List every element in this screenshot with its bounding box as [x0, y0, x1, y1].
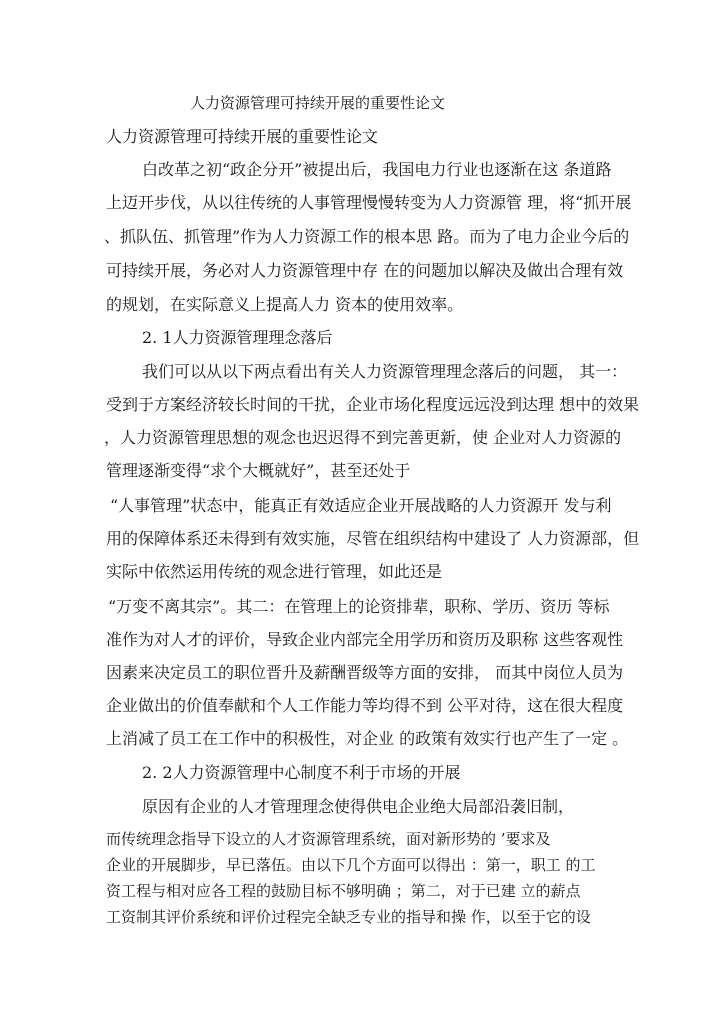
paragraph-line: 资工程与相对应各工程的鼓励目标不够明确 ；第二，对于已建 立的薪点 [106, 882, 581, 900]
paragraph-line: 工资制其评价系统和评价过程完全缺乏专业的指导和操 作，以至于它的设 [106, 908, 591, 926]
paragraph-line: 企业做出的价值奉献和个人工作能力等均得不到 公平对待，这在很大程度 [106, 696, 624, 715]
paragraph-line: “人事管理”状态中，能真正有效适应企业开展战略的人力资源开 发与利 [110, 496, 612, 515]
paragraph-line: 原因有企业的人才管理理念使得供电企业绝大局部沿袭旧制， [142, 797, 575, 816]
paragraph-line: 管理逐渐变得“求个大概就好”，甚至还处于 [106, 461, 411, 480]
section-heading: 2. 1人力资源管理理念落后 [142, 328, 333, 347]
document-subtitle: 人力资源管理可持续开展的重要性论文 [106, 127, 379, 146]
section-heading: 2. 2人力资源管理中心制度不利于市场的开展 [142, 763, 461, 782]
paragraph-line: 企业的开展脚步，早已落伍。由以下几个方面可以得出 ：第一，职工 的工 [106, 856, 596, 874]
paragraph-line: 受到于方案经济较长时间的干扰，企业市场化程度远远没到达理 想中的效果 [106, 395, 640, 414]
paragraph-line: 用的保障体系还未得到有效实施，尽管在组织结构中建设了 人力资源部，但 [106, 529, 640, 548]
paragraph-line: 的规划，在实际意义上提高人力 资本的使用效率。 [106, 295, 464, 314]
paragraph-line: 、抓队伍、抓管理”作为人力资源工作的根本思 路。而为了电力企业今后的 [104, 227, 630, 246]
paragraph-line: “万变不离其宗”。其二：在管理上的论资排辈，职称、学历、资历 等标 [108, 597, 610, 616]
paragraph-line: 准作为对人才的评价，导致企业内部完全用学历和资历及职称 这些客观性 [106, 630, 624, 649]
paragraph-line: 而传统理念指导下设立的人才资源管理系统，面对新形势的 ’要求及 [106, 830, 551, 848]
document-title: 人力资源管理可持续开展的重要性论文 [190, 94, 446, 112]
paragraph-line: 实际中依然运用传统的观念进行管理，如此还是 [106, 562, 443, 581]
paragraph-line: 白改革之初“政企分开”被提出后，我国电力行业也逐渐在这 条道路 [142, 160, 612, 179]
paragraph-line: 我们可以从以下两点看出有关人力资源管理理念落后的问题， 其一： [142, 362, 628, 381]
paragraph-line: 上迈开步伐，从以往传统的人事管理慢慢转变为人力资源管 理，将“抓开展 [106, 193, 632, 212]
paragraph-line: ，人力资源管理思想的观念也迟迟得不到完善更新，使 企业对人力资源的 [104, 428, 622, 447]
paragraph-line: 上消减了员工在工作中的积极性，对企业 的政策有效实行也产生了一定 。 [106, 729, 629, 748]
paragraph-line: 因素来决定员工的职位晋升及薪酬晋级等方面的安排， 而其中岗位人员为 [106, 663, 624, 682]
paragraph-line: 可持续开展，务必对人力资源管理中存 在的问题加以解决及做出合理有效 [106, 261, 624, 280]
